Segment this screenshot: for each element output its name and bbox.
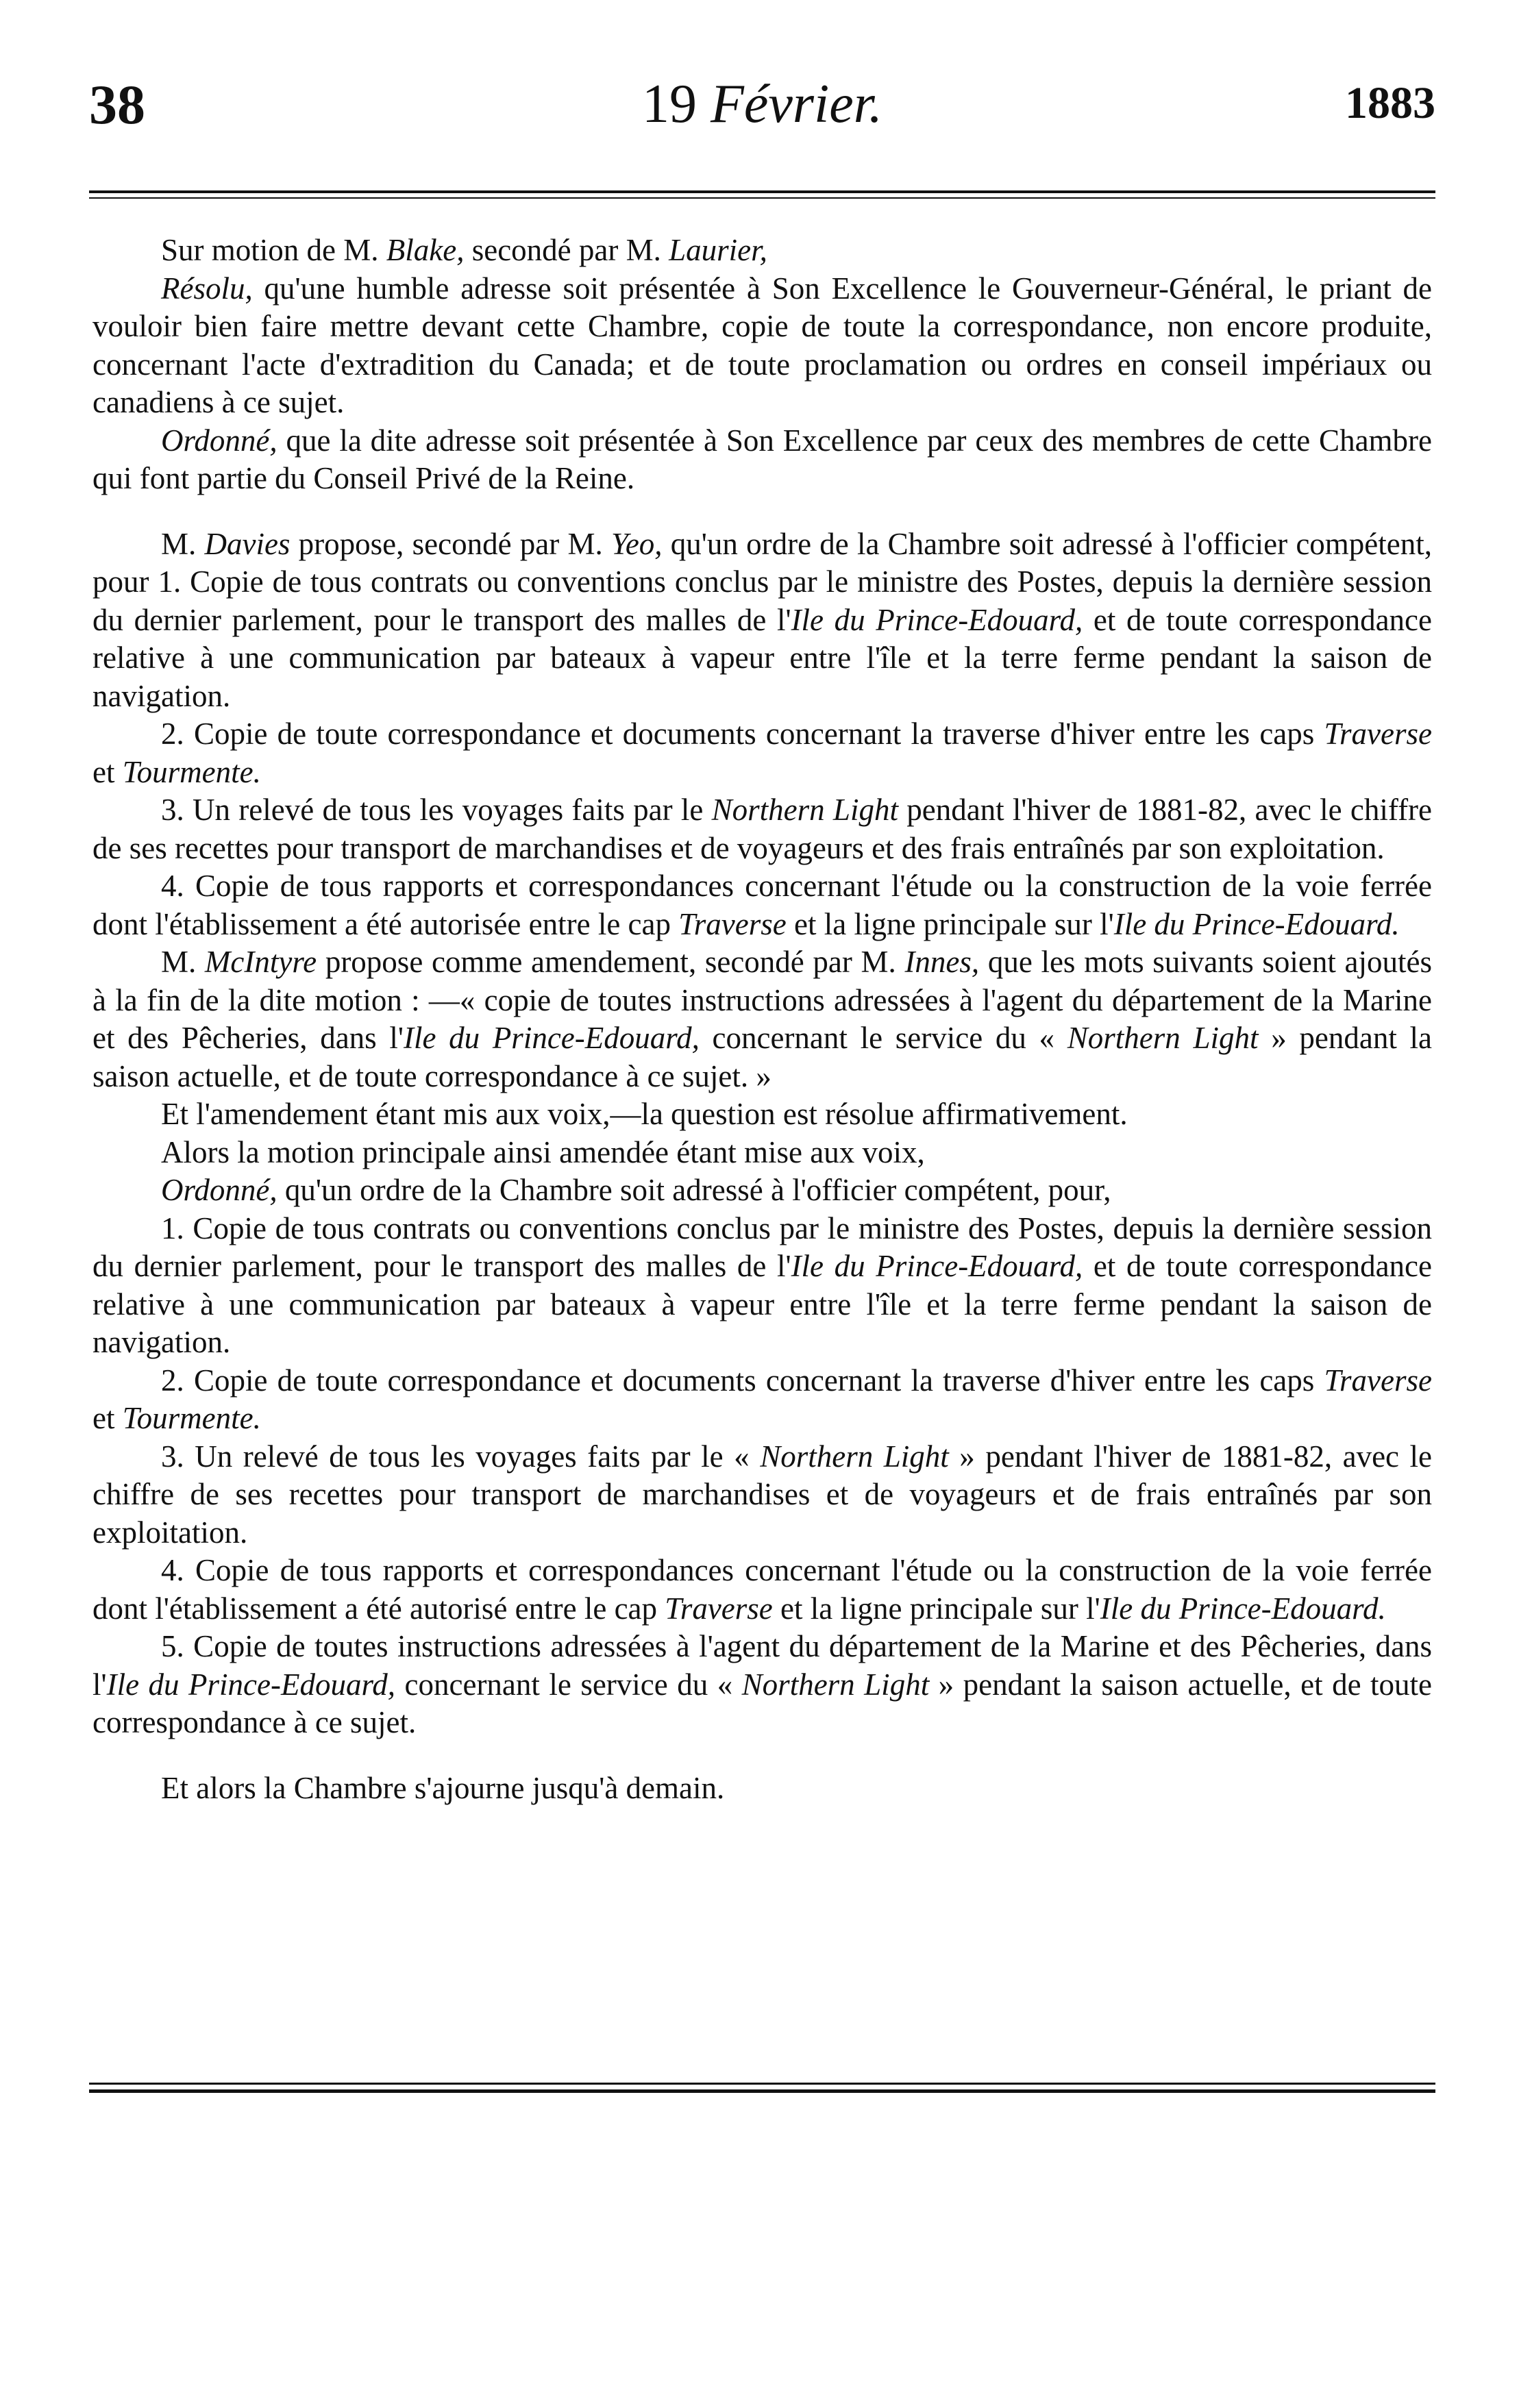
- paragraph-amendment: M. McIntyre propose comme amendement, secondé par M. Innes, que les mots suivants soient ajoutés à la fin de la dite motion : —« copie de toutes instructions adressées à l'agent du département de la Marine et des Pêcheries, dans l'Ile du Prince-Edouard, concernant le service du « Northern Light » pendant la saison actuelle, et de toute correspondance à ce sujet. »: [92, 945, 1432, 1093]
- date-month: Février.: [710, 74, 882, 134]
- paragraph-item-4: 4. Copie de tous rapports et correspondances concernant l'étude ou la construction de la voie ferrée dont l'établissement a été autorisée entre le cap Traverse et la ligne principale sur l'Ile du Prince-Edouard.: [92, 869, 1432, 941]
- paragraph-final-item-2: 2. Copie de toute correspondance et documents concernant la traverse d'hiver entre les caps Traverse et Tourmente.: [92, 1363, 1432, 1435]
- date-day: 19: [641, 74, 697, 134]
- paragraph-item-2: 2. Copie de toute correspondance et documents concernant la traverse d'hiver entre les caps Traverse et Tourmente.: [92, 717, 1432, 789]
- paragraph-order: Ordonné, que la dite adresse soit présentée à Son Excellence par ceux des membres de cette Chambre qui font partie du Conseil Privé de la Reine.: [92, 423, 1432, 495]
- journal-text: [92, 232, 1432, 1807]
- page-number: 38: [89, 73, 145, 136]
- paragraph-main-motion: Alors la motion principale ainsi amendée étant mise aux voix,: [161, 1134, 925, 1169]
- header-double-rule: [89, 190, 1435, 203]
- paragraph-adjournment: Et alors la Chambre s'ajourne jusqu'à demain.: [161, 1770, 725, 1805]
- page-date: [89, 73, 1435, 136]
- footer-double-rule: [89, 2083, 1435, 2098]
- page-header: [89, 73, 1435, 159]
- paragraph-final-item-3: 3. Un relevé de tous les voyages faits par le « Northern Light » pendant l'hiver de 1881-82, avec le chiffre de ses recettes pour transport de marchandises et de voyageurs et de frais entraînés par son exploitation.: [92, 1439, 1433, 1550]
- paragraph-item-3: 3. Un relevé de tous les voyages faits par le Northern Light pendant l'hiver de 1881-82, avec le chiffre de ses recettes pour transport de marchandises et de voyageurs et des frais entraînés par son exploitation.: [92, 793, 1433, 865]
- paragraph-final-item-5: 5. Copie de toutes instructions adressées à l'agent du département de la Marine et des Pêcheries, dans l'Ile du Prince-Edouard, concernant le service du « Northern Light » pendant la saison actuelle, et de toute correspondance à ce sujet.: [92, 1629, 1432, 1739]
- paragraph-final-item-1: 1. Copie de tous contrats ou conventions conclus par le ministre des Postes, depuis la dernière session du dernier parlement, pour le transport des malles de l'Ile du Prince-Edouard, et de toute correspondance relative à une communication par bateaux à vapeur entre l'île et la terre ferme pendant la saison de navigation.: [92, 1211, 1432, 1359]
- paragraph-resolution: Résolu, qu'une humble adresse soit présentée à Son Excellence le Gouverneur-Général, le priant de vouloir bien faire mettre devant cette Chambre, copie de toute la correspondance, non encore produite, concernant l'acte d'extradition du Canada; et de toute proclamation ou ordres en conseil impériaux ou canadiens à ce sujet.: [92, 271, 1432, 419]
- page-year: 1883: [1345, 78, 1435, 128]
- paragraph-motion: Sur motion de M. Blake, secondé par M. Laurier,: [161, 233, 767, 267]
- paragraph-final-item-4: 4. Copie de tous rapports et correspondances concernant l'étude ou la construction de la voie ferrée dont l'établissement a été autorisé entre le cap Traverse et la ligne principale sur l'Ile du Prince-Edouard.: [92, 1553, 1432, 1626]
- paragraph-vote: Et l'amendement étant mis aux voix,—la question est résolue affirmativement.: [161, 1097, 1128, 1131]
- paragraph-davies-motion: M. Davies propose, secondé par M. Yeo, qu'un ordre de la Chambre soit adressé à l'officier compétent, pour 1. Copie de tous contrats ou conventions conclus par le ministre des Postes, depuis la dernière session du dernier parlement, pour le transport des malles de l'Ile du Prince-Edouard, et de toute correspondance relative à une communication par bateaux à vapeur entre l'île et la terre ferme pendant la saison de navigation.: [92, 526, 1433, 713]
- paragraph-order-2: Ordonné, qu'un ordre de la Chambre soit adressé à l'officier compétent, pour,: [161, 1173, 1111, 1207]
